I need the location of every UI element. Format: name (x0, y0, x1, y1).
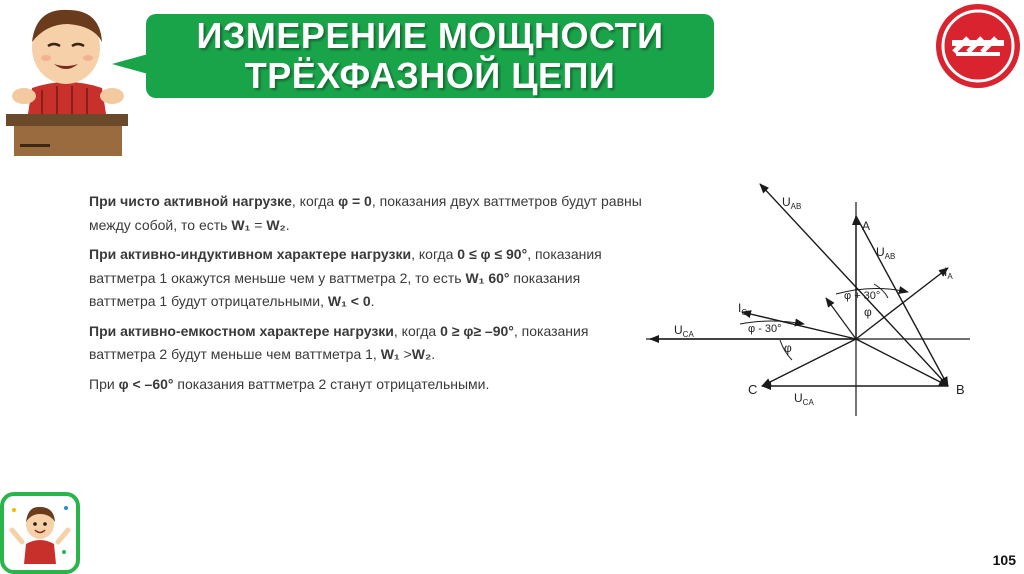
label-phi-low: φ (784, 341, 792, 355)
cartoon-teacher-icon (2, 2, 132, 158)
title-line-2: ТРЁХФАЗНОЙ ЦЕПИ (244, 55, 616, 96)
paragraph-active-load: При чисто активной нагрузке, когда φ = 0, показания двух ваттметров будут равны между собой, то есть W₁ = W₂. (89, 193, 642, 233)
label-uca-left: $U_{CA}$ (674, 323, 694, 339)
label-ia: $I_A$ (944, 265, 953, 281)
label-uab-right: $U_{AB}$ (876, 245, 896, 261)
lectern-top (6, 114, 128, 126)
vector-ub (856, 339, 948, 386)
title-banner (146, 14, 714, 98)
paragraph-capacitive-load: При активно-емкостном характере нагрузки, когда 0 ≥ φ≥ –90°, показания ваттметра 2 будут меньше чем ваттметра 1, W₁ >W₂. (89, 322, 589, 362)
vector-ia (856, 268, 948, 339)
lectern-body (14, 126, 122, 156)
body-text (89, 190, 649, 402)
paragraph-negative-reading: При φ < –60° показания ваттметра 2 станут отрицательными. (89, 375, 490, 392)
cartoon-student-badge-icon (0, 492, 80, 574)
label-c: C (748, 382, 758, 397)
label-phi-minus-30: φ - 30° (748, 323, 782, 335)
page-number: 105 (992, 552, 1016, 568)
title-line-1: ИЗМЕРЕНИЕ МОЩНОСТИ (196, 15, 664, 56)
label-ic: $I_C$ (738, 301, 748, 317)
paragraph-inductive-load: При активно-индуктивном характере нагрузки, когда 0 ≤ φ ≤ 90°, показания ваттметра 1 окажутся меньше чем у ваттметра 2, то есть W₁ 60° показания ваттметра 1 будут отрицательными, W₁ < 0. (89, 246, 602, 309)
label-b: B (956, 382, 965, 397)
shirt-shape (28, 82, 106, 114)
label-phi-plus-30: φ + 30° (844, 290, 881, 302)
left-hand-shape (12, 88, 36, 104)
vector-uc (762, 339, 856, 386)
company-logo-icon (934, 2, 1022, 90)
right-hand-shape (100, 88, 124, 104)
label-a: A (862, 219, 871, 233)
vector-diagram (640, 172, 980, 422)
lectern-slot (20, 144, 50, 147)
label-phi-mid: φ (864, 305, 872, 319)
label-uca-bottom: $U_{CA}$ (794, 391, 814, 407)
label-uab-top: $U_{AB}$ (782, 195, 802, 211)
